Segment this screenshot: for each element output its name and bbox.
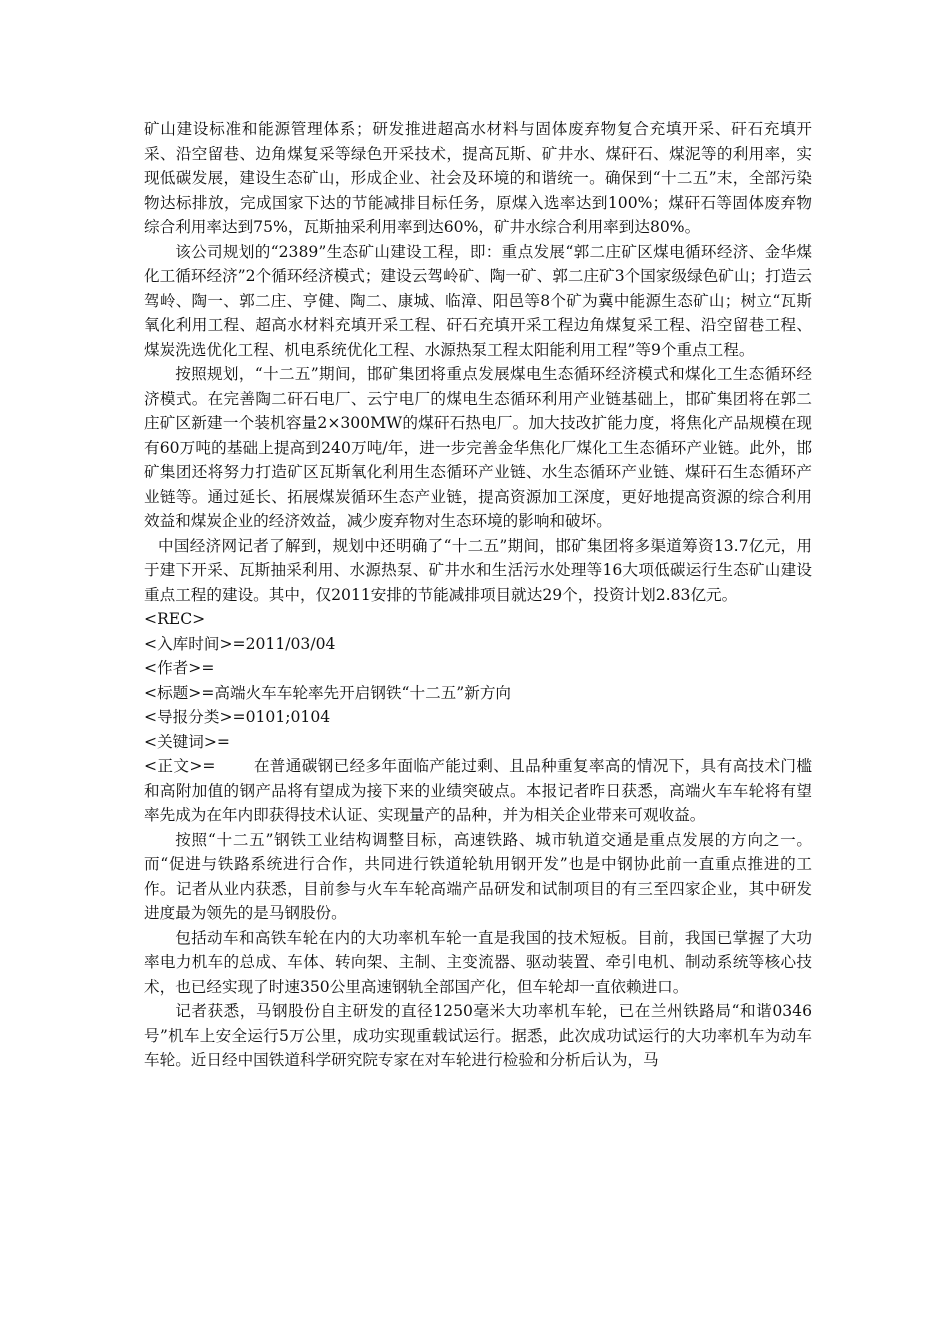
paragraph-2389-project: 该公司规划的“2389”生态矿山建设工程，即：重点发展“郭二庄矿区煤电循环经济、金华煤化工循环经济”2个循环经济模式；建设云驾岭矿、陶一矿、郭二庄矿3个国家级绿色矿山；打造云驾岭、陶一、郭二庄、亨健、陶二、康城、临漳、阳邑等8个矿为冀中能源生态矿山；树立“瓦斯氧化利用工程、超高水材料充填开采工程、矸石充填开采工程边角煤复采工程、沿空留巷工程、煤炭洗选优化工程、机电系统优化工程、水源热泵工程太阳能利用工程”等9个重点工程。 [144,242,812,359]
title-field: <标题>=高端火车车轮率先开启钢铁“十二五”新方向 [144,683,512,702]
storage-time-field: <入库时间>=2011/03/04 [144,634,336,653]
paragraph-masteel-wheel: 记者获悉，马钢股份自主研发的直径1250毫米大功率机车轮，已在兰州铁路局“和谐0346号”机车上安全运行5万公里，成功实现重载试运行。据悉，此次成功试运行的大功率机车为动车车轮。近日经中国铁道科学研究院专家在对车轮进行检验和分析后认为，马 [144,1002,812,1069]
paragraph-technology-gap: 包括动车和高铁车轮在内的大功率机车轮一直是我国的技术短板。目前，我国已掌握了大功率电力机车的总成、车体、转向架、主制、主变流器、驱动装置、牵引电机、制动系统等核心技术，也已经实现了时速350公里高速钢轨全部国产化，但车轮却一直依赖进口。 [144,928,812,996]
body-label: <正文>= [144,757,216,775]
paragraph-funding: 中国经济网记者了解到，规划中还明确了“十二五”期间，邯矿集团将多渠道筹资13.7亿元，用于建下开采、瓦斯抽采利用、水源热泵、矿井水和生活污水处理等16大项低碳运行生态矿山建设重点工程的建设。其中，仅2011安排的节能减排项目就达29个，投资计划2.83亿元。 [144,536,812,604]
document-page [144,117,812,1073]
author-field: <作者>= [144,659,215,677]
paragraph-plan-12th-five-year: 按照规划，“十二五”期间，邯矿集团将重点发展煤电生态循环经济模式和煤化工生态循环经济模式。在完善陶二矸石电厂、云宁电厂的煤电生态循环利用产业链基础上，邯矿集团将在郭二庄矿区新建一个装机容量2×300MW的煤矸石热电厂。加大技改扩能力度，将焦化产品规模在现有60万吨的基础上提高到240万吨/年，进一步完善金华焦化厂煤化工生态循环产业链。此外，邯矿集团还将努力打造矿区瓦斯氧化利用生态循环产业链、水生态循环产业链、煤矸石生态循环产业链等。通过延长、拓展煤炭循环生态产业链，提高资源加工深度，更好地提高资源的综合利用效益和煤炭企业的经济效益，减少废弃物对生态环境的影响和破坏。 [144,365,812,530]
paragraph-steel-structure: 按照“十二五”钢铁工业结构调整目标，高速铁路、城市轨道交通是重点发展的方向之一。而“促进与铁路系统进行合作，共同进行铁道轮轨用钢开发”也是中钢协此前一直重点推进的工作。记者从业内获悉，目前参与火车车轮高端产品研发和试制项目的有三至四家企业，其中研发进度最为领先的是马钢股份。 [144,830,812,922]
paragraph-mining-standards: 矿山建设标准和能源管理体系；研发推进超高水材料与固体废弃物复合充填开采、矸石充填开采、沿空留巷、边角煤复采等绿色开采技术，提高瓦斯、矿井水、煤矸石、煤泥等的利用率，实现低碳发展，建设生态矿山，形成企业、社会及环境的和谐统一。确保到“十二五”末，全部污染物达标排放，完成国家下达的节能减排目标任务，原煤入选率达到100%；煤矸石等固体废弃物综合利用率达到75%，瓦斯抽采利用率到达60%，矿井水综合利用率到达80%。 [144,120,812,236]
body-first-paragraph: 在普通碳钢已经多年面临产能过剩、且品种重复率高的情况下，具有高技术门槛和高附加值的钢产品将有望成为接下来的业绩突破点。本报记者昨日获悉，高端火车车轮将有望率先成为在年内即获得技术认证、实现量产的品种，并为相关企业带来可观收益。 [144,757,812,824]
rec-marker: <REC> [144,610,206,628]
keywords-field: <关键词>= [144,732,230,751]
body-field [144,754,812,828]
category-field: <导报分类>=0101;0104 [144,708,331,726]
